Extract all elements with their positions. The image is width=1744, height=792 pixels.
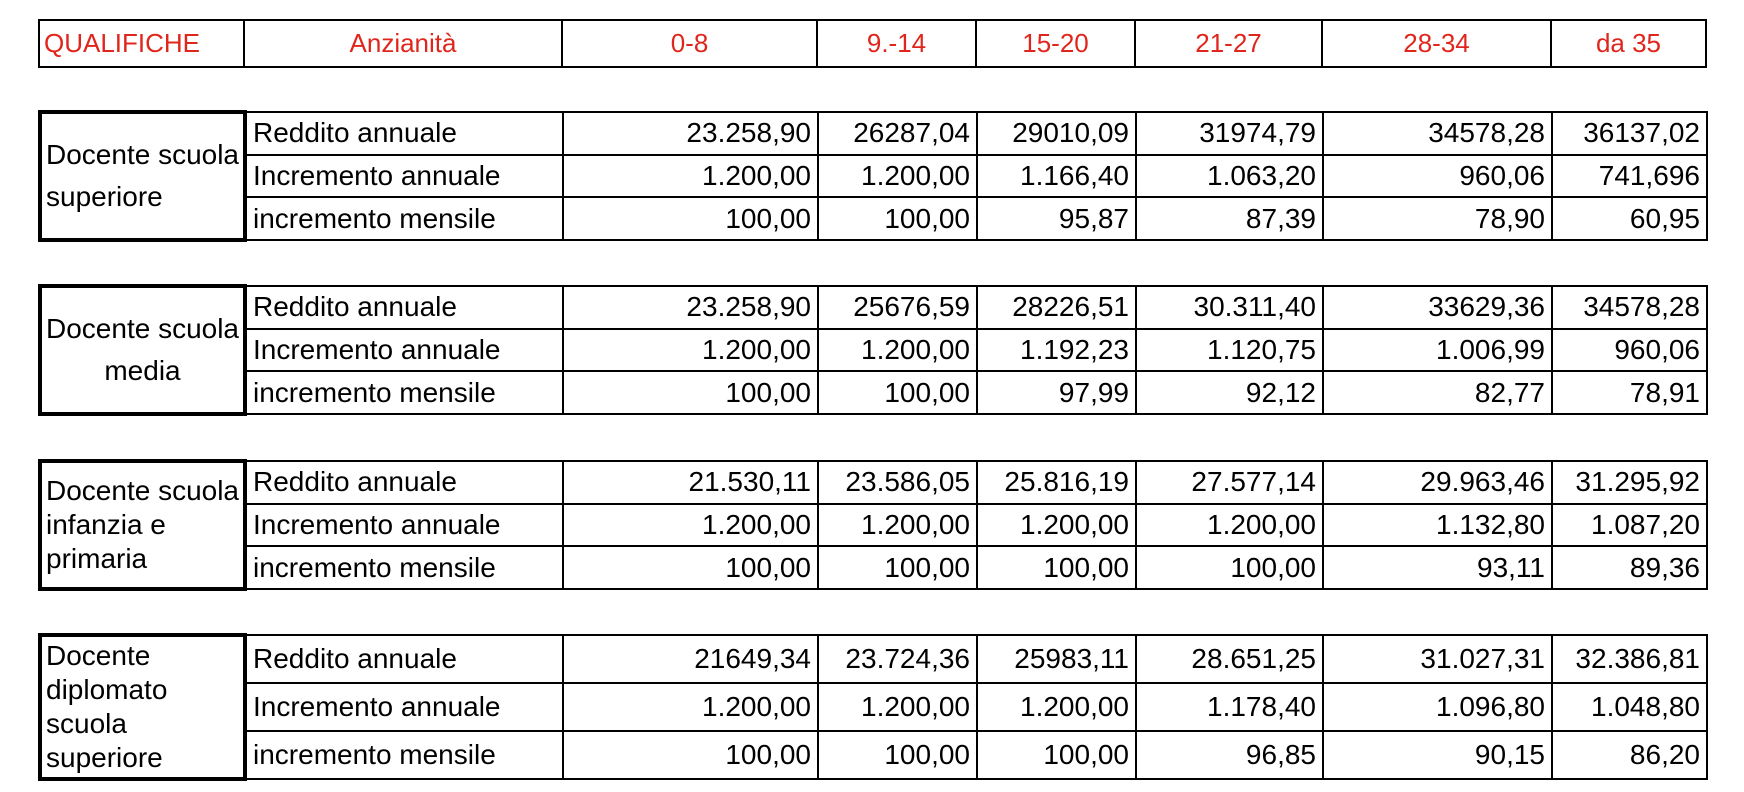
header-row [39,20,1706,67]
header-anzianita: Anzianità [244,20,562,67]
value-cell: 1.200,00 [563,329,818,372]
row-label: incremento mensile [245,371,563,414]
group-docente-scuola-media [38,284,1708,416]
value-cell: 1.048,80 [1552,683,1707,731]
value-cell: 23.258,90 [563,286,818,329]
header-range-9-14: 9.-14 [817,20,976,67]
value-cell: 100,00 [818,197,977,240]
value-cell: 78,90 [1323,197,1552,240]
group-docente-scuola-superiore [38,110,1708,242]
value-cell: 21649,34 [563,635,818,683]
value-cell: 29010,09 [977,112,1136,155]
table-row [40,461,1707,504]
value-cell: 100,00 [563,546,818,589]
value-cell: 100,00 [563,197,818,240]
group-docente-scuola-infanzia-primaria [38,459,1708,591]
qualifica-cell: Docente scuola infanzia e primaria [40,461,245,589]
value-cell: 960,06 [1323,155,1552,198]
value-cell: 86,20 [1552,731,1707,779]
table-row [40,683,1707,731]
value-cell: 32.386,81 [1552,635,1707,683]
value-cell: 1.132,80 [1323,504,1552,547]
row-label: Reddito annuale [245,461,563,504]
value-cell: 93,11 [1323,546,1552,589]
value-cell: 21.530,11 [563,461,818,504]
value-cell: 1.063,20 [1136,155,1323,198]
value-cell: 960,06 [1552,329,1707,372]
row-label: Reddito annuale [245,112,563,155]
value-cell: 29.963,46 [1323,461,1552,504]
value-cell: 1.200,00 [818,683,977,731]
row-label: Incremento annuale [245,683,563,731]
value-cell: 25676,59 [818,286,977,329]
header-range-28-34: 28-34 [1322,20,1551,67]
value-cell: 28.651,25 [1136,635,1323,683]
header-range-21-27: 21-27 [1135,20,1322,67]
value-cell: 87,39 [1136,197,1323,240]
value-cell: 100,00 [818,546,977,589]
value-cell: 1.200,00 [563,683,818,731]
value-cell: 31974,79 [1136,112,1323,155]
value-cell: 100,00 [563,371,818,414]
value-cell: 1.096,80 [1323,683,1552,731]
value-cell: 27.577,14 [1136,461,1323,504]
value-cell: 25.816,19 [977,461,1136,504]
header-range-15-20: 15-20 [976,20,1135,67]
table-row [40,504,1707,547]
header-qualifiche: QUALIFICHE [39,20,244,67]
value-cell: 31.027,31 [1323,635,1552,683]
value-cell: 1.087,20 [1552,504,1707,547]
value-cell: 92,12 [1136,371,1323,414]
value-cell: 90,15 [1323,731,1552,779]
value-cell: 23.586,05 [818,461,977,504]
value-cell: 741,696 [1552,155,1707,198]
header-range-da-35: da 35 [1551,20,1706,67]
value-cell: 1.006,99 [1323,329,1552,372]
value-cell: 25983,11 [977,635,1136,683]
value-cell: 1.192,23 [977,329,1136,372]
value-cell: 1.200,00 [818,329,977,372]
row-label: incremento mensile [245,197,563,240]
row-label: Incremento annuale [245,155,563,198]
value-cell: 100,00 [977,731,1136,779]
value-cell: 89,36 [1552,546,1707,589]
value-cell: 23.724,36 [818,635,977,683]
header-range-0-8: 0-8 [562,20,817,67]
row-label: Reddito annuale [245,286,563,329]
value-cell: 95,87 [977,197,1136,240]
value-cell: 1.200,00 [818,155,977,198]
value-cell: 78,91 [1552,371,1707,414]
value-cell: 100,00 [818,731,977,779]
row-label: Incremento annuale [245,329,563,372]
table-row [40,286,1707,329]
qualifica-cell: Docente scuola media [40,286,245,414]
table-row [40,329,1707,372]
table-row [40,731,1707,779]
value-cell: 1.200,00 [977,683,1136,731]
row-label: incremento mensile [245,731,563,779]
row-label: Reddito annuale [245,635,563,683]
value-cell: 1.120,75 [1136,329,1323,372]
value-cell: 100,00 [1136,546,1323,589]
value-cell: 82,77 [1323,371,1552,414]
value-cell: 1.200,00 [563,504,818,547]
value-cell: 1.200,00 [1136,504,1323,547]
value-cell: 100,00 [977,546,1136,589]
value-cell: 1.178,40 [1136,683,1323,731]
value-cell: 31.295,92 [1552,461,1707,504]
table-row [40,112,1707,155]
group-docente-diplomato-scuola-superiore [38,633,1708,781]
value-cell: 1.200,00 [563,155,818,198]
value-cell: 23.258,90 [563,112,818,155]
header-table [38,19,1707,68]
table-row [40,371,1707,414]
value-cell: 34578,28 [1552,286,1707,329]
value-cell: 100,00 [818,371,977,414]
table-row [40,635,1707,683]
value-cell: 1.166,40 [977,155,1136,198]
row-label: incremento mensile [245,546,563,589]
value-cell: 96,85 [1136,731,1323,779]
value-cell: 60,95 [1552,197,1707,240]
value-cell: 1.200,00 [818,504,977,547]
value-cell: 1.200,00 [977,504,1136,547]
value-cell: 36137,02 [1552,112,1707,155]
value-cell: 33629,36 [1323,286,1552,329]
value-cell: 34578,28 [1323,112,1552,155]
qualifica-cell: Docente scuola superiore [40,112,245,240]
qualifica-cell: Docente diplomato scuola superiore [40,635,245,779]
value-cell: 100,00 [563,731,818,779]
value-cell: 28226,51 [977,286,1136,329]
value-cell: 97,99 [977,371,1136,414]
row-label: Incremento annuale [245,504,563,547]
value-cell: 30.311,40 [1136,286,1323,329]
table-row [40,197,1707,240]
table-row [40,546,1707,589]
value-cell: 26287,04 [818,112,977,155]
table-row [40,155,1707,198]
